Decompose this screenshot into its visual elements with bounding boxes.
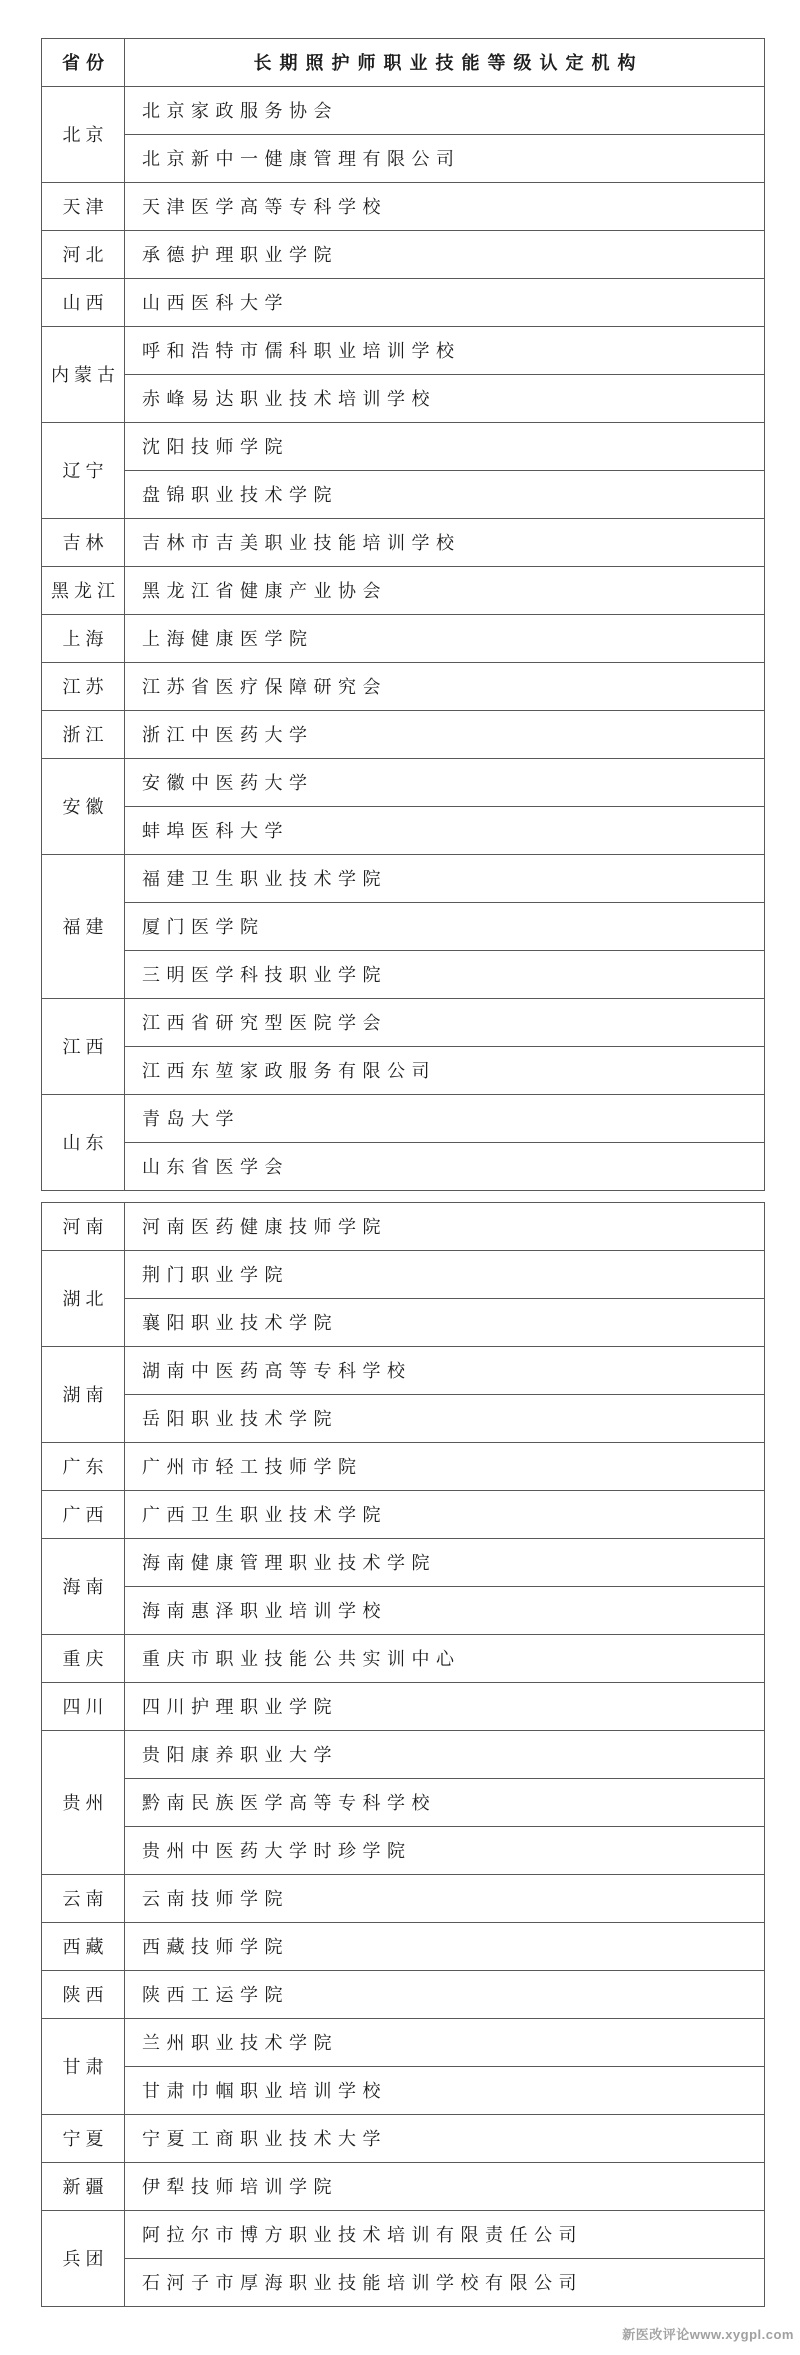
institution-cell: 四川护理职业学院: [125, 1683, 765, 1731]
institution-cell: 甘肃巾帼职业培训学校: [125, 2067, 765, 2115]
province-cell: 广东: [42, 1443, 125, 1491]
institution-cell: 襄阳职业技术学院: [125, 1299, 765, 1347]
province-cell: 甘肃: [42, 2019, 125, 2115]
institution-cell: 宁夏工商职业技术大学: [125, 2115, 765, 2163]
institution-cell: 山东省医学会: [125, 1143, 765, 1191]
table-row: [42, 903, 765, 951]
institution-cell: 重庆市职业技能公共实训中心: [125, 1635, 765, 1683]
institution-cell: 阿拉尔市博方职业技术培训有限责任公司: [125, 2211, 765, 2259]
institution-cell: 呼和浩特市儒科职业培训学校: [125, 327, 765, 375]
table-row: [42, 1827, 765, 1875]
institution-cell: 山西医科大学: [125, 279, 765, 327]
table-row: [42, 807, 765, 855]
province-cell: 上海: [42, 615, 125, 663]
table-row: [42, 519, 765, 567]
table-row: [42, 1635, 765, 1683]
certification-table-part-1: [41, 38, 765, 1191]
table-row: [42, 375, 765, 423]
institution-cell: 陕西工运学院: [125, 1971, 765, 2019]
province-cell: 贵州: [42, 1731, 125, 1875]
institution-cell: 岳阳职业技术学院: [125, 1395, 765, 1443]
province-cell: 北京: [42, 87, 125, 183]
institution-cell: 上海健康医学院: [125, 615, 765, 663]
institution-cell: 江西东堃家政服务有限公司: [125, 1047, 765, 1095]
institution-cell: 黑龙江省健康产业协会: [125, 567, 765, 615]
table-row: [42, 2211, 765, 2259]
table-row: [42, 999, 765, 1047]
institution-cell: 河南医药健康技师学院: [125, 1203, 765, 1251]
province-cell: 重庆: [42, 1635, 125, 1683]
province-cell: 广西: [42, 1491, 125, 1539]
province-cell: 天津: [42, 183, 125, 231]
table-row: [42, 1683, 765, 1731]
institution-cell: 荆门职业学院: [125, 1251, 765, 1299]
table-row: [42, 231, 765, 279]
province-cell: 云南: [42, 1875, 125, 1923]
province-cell: 福建: [42, 855, 125, 999]
institution-cell: 承德护理职业学院: [125, 231, 765, 279]
institution-cell: 伊犁技师培训学院: [125, 2163, 765, 2211]
institution-cell: 西藏技师学院: [125, 1923, 765, 1971]
institution-cell: 安徽中医药大学: [125, 759, 765, 807]
institution-cell: 广州市轻工技师学院: [125, 1443, 765, 1491]
province-cell: 四川: [42, 1683, 125, 1731]
province-cell: 安徽: [42, 759, 125, 855]
table-row: [42, 2163, 765, 2211]
table-row: [42, 711, 765, 759]
province-header-cell: 省份: [42, 39, 125, 87]
table-row: [42, 759, 765, 807]
table-row: [42, 1203, 765, 1251]
table-row: [42, 1587, 765, 1635]
institution-cell: 石河子市厚海职业技能培训学校有限公司: [125, 2259, 765, 2307]
table-row: [42, 1299, 765, 1347]
institution-cell: 兰州职业技术学院: [125, 2019, 765, 2067]
province-cell: 山西: [42, 279, 125, 327]
table-row: [42, 1443, 765, 1491]
table-row: [42, 1347, 765, 1395]
province-cell: 内蒙古: [42, 327, 125, 423]
table-row: [42, 663, 765, 711]
institution-cell: 江苏省医疗保障研究会: [125, 663, 765, 711]
institution-cell: 沈阳技师学院: [125, 423, 765, 471]
province-cell: 河南: [42, 1203, 125, 1251]
table-row: [42, 1971, 765, 2019]
province-cell: 辽宁: [42, 423, 125, 519]
table-row: [42, 1875, 765, 1923]
institution-cell: 贵州中医药大学时珍学院: [125, 1827, 765, 1875]
province-cell: 西藏: [42, 1923, 125, 1971]
institution-cell: 贵阳康养职业大学: [125, 1731, 765, 1779]
table-row: [42, 2019, 765, 2067]
table-row: [42, 1731, 765, 1779]
table-row: [42, 2067, 765, 2115]
table-row: [42, 2115, 765, 2163]
institution-cell: 黔南民族医学高等专科学校: [125, 1779, 765, 1827]
institution-cell: 福建卫生职业技术学院: [125, 855, 765, 903]
table-row: [42, 471, 765, 519]
institution-cell: 盘锦职业技术学院: [125, 471, 765, 519]
table-row: [42, 279, 765, 327]
certification-table-part-2: [41, 1202, 765, 2307]
table-row: [42, 1779, 765, 1827]
table-row: [42, 1491, 765, 1539]
institution-cell: 云南技师学院: [125, 1875, 765, 1923]
table-row: [42, 951, 765, 999]
province-cell: 山东: [42, 1095, 125, 1191]
province-cell: 新疆: [42, 2163, 125, 2211]
institution-cell: 三明医学科技职业学院: [125, 951, 765, 999]
table-row: [42, 1143, 765, 1191]
institution-cell: 浙江中医药大学: [125, 711, 765, 759]
table-row: [42, 1539, 765, 1587]
province-cell: 陕西: [42, 1971, 125, 2019]
province-cell: 吉林: [42, 519, 125, 567]
table-row: [42, 615, 765, 663]
table-row: [42, 1395, 765, 1443]
institution-cell: 天津医学高等专科学校: [125, 183, 765, 231]
table-row: [42, 327, 765, 375]
institution-cell: 湖南中医药高等专科学校: [125, 1347, 765, 1395]
table-row: [42, 855, 765, 903]
tables-host: [41, 38, 765, 2318]
institution-cell: 蚌埠医科大学: [125, 807, 765, 855]
province-cell: 江苏: [42, 663, 125, 711]
province-cell: 湖南: [42, 1347, 125, 1443]
header-row: [42, 39, 765, 87]
province-cell: 宁夏: [42, 2115, 125, 2163]
province-cell: 河北: [42, 231, 125, 279]
table-row: [42, 567, 765, 615]
table-row: [42, 135, 765, 183]
table-row: [42, 1251, 765, 1299]
table-row: [42, 2259, 765, 2307]
institution-header-cell: 长期照护师职业技能等级认定机构: [125, 39, 765, 87]
institution-cell: 海南健康管理职业技术学院: [125, 1539, 765, 1587]
table-row: [42, 87, 765, 135]
institution-cell: 广西卫生职业技术学院: [125, 1491, 765, 1539]
table-row: [42, 423, 765, 471]
institution-cell: 北京家政服务协会: [125, 87, 765, 135]
institution-cell: 海南惠泽职业培训学校: [125, 1587, 765, 1635]
table-row: [42, 1095, 765, 1143]
institution-cell: 青岛大学: [125, 1095, 765, 1143]
institution-cell: 江西省研究型医院学会: [125, 999, 765, 1047]
institution-cell: 吉林市吉美职业技能培训学校: [125, 519, 765, 567]
table-row: [42, 1923, 765, 1971]
institution-cell: 北京新中一健康管理有限公司: [125, 135, 765, 183]
province-cell: 黑龙江: [42, 567, 125, 615]
table-row: [42, 183, 765, 231]
province-cell: 兵团: [42, 2211, 125, 2307]
institution-cell: 厦门医学院: [125, 903, 765, 951]
province-cell: 江西: [42, 999, 125, 1095]
province-cell: 湖北: [42, 1251, 125, 1347]
table-row: [42, 1047, 765, 1095]
institution-cell: 赤峰易达职业技术培训学校: [125, 375, 765, 423]
province-cell: 海南: [42, 1539, 125, 1635]
site-watermark: 新医改评论www.xygpl.com: [622, 2327, 794, 2342]
province-cell: 浙江: [42, 711, 125, 759]
